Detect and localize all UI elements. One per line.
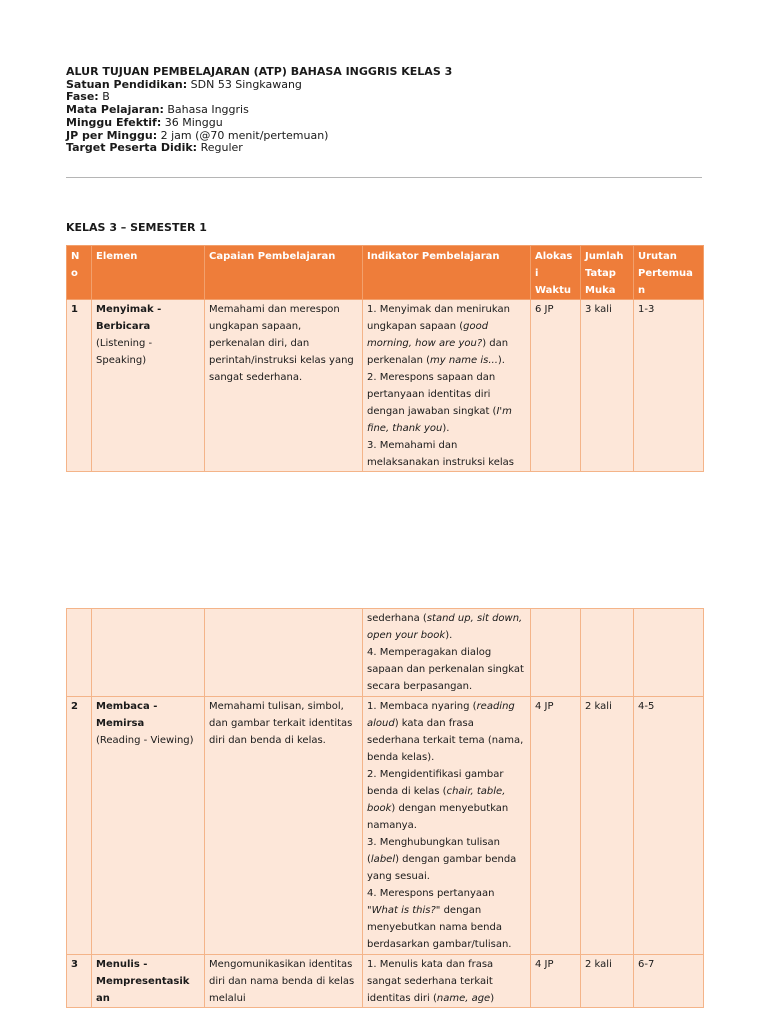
col-header-jumlah: Jumlah Tatap Muka	[581, 246, 634, 300]
cell-elemen	[92, 955, 205, 1008]
cell-elemen	[92, 609, 205, 697]
indikator-item: sederhana (stand up, sit down, open your book).	[367, 613, 523, 641]
col-header-alokasi: Alokas i Waktu	[531, 246, 581, 300]
table-row	[67, 609, 704, 697]
document-title: ALUR TUJUAN PEMBELAJARAN (ATP) BAHASA INGGRIS KELAS 3	[66, 65, 453, 78]
cell-indikator	[363, 697, 531, 955]
indikator-item: 2. Merespons sapaan dan pertanyaan identitas diri dengan jawaban singkat (I'm fine, thank you).	[367, 372, 512, 434]
col-header-capaian: Capaian Pembelajaran	[205, 246, 363, 300]
cell-no: 1	[67, 300, 92, 472]
indikator-item: 2. Mengidentifikasi gambar benda di kelas (chair, table, book) dengan menyebutkan namanya.	[367, 769, 509, 831]
meta-jp: JP per Minggu: 2 jam (@70 menit/pertemuan)	[66, 128, 329, 142]
elemen-subtitle: (Reading - Viewing)	[96, 735, 194, 746]
cell-indikator	[363, 955, 531, 1008]
atp-table-continued	[66, 608, 704, 1008]
col-header-elemen: Elemen	[92, 246, 205, 300]
section-title: KELAS 3 – SEMESTER 1	[66, 221, 207, 234]
document-header	[66, 66, 452, 155]
atp-table	[66, 245, 704, 472]
cell-no: 3	[67, 955, 92, 1008]
cell-urutan: 1-3	[634, 300, 704, 472]
meta-minggu: Minggu Efektif: 36 Minggu	[66, 115, 223, 129]
meta-mapel: Mata Pelajaran: Bahasa Inggris	[66, 103, 249, 117]
cell-no: 2	[67, 697, 92, 955]
indikator-item: 4. Merespons pertanyaan "What is this?" dengan menyebutkan nama benda berdasarkan gambar/tulisan.	[367, 888, 512, 950]
cell-capaian: Mengomunikasikan identitas diri dan nama benda di kelas melalui	[205, 955, 363, 1008]
cell-alokasi	[531, 609, 581, 697]
indikator-item: 3. Memahami dan melaksanakan instruksi kelas	[367, 440, 515, 468]
cell-urutan	[634, 609, 704, 697]
elemen-title: Menyimak - Berbicara	[96, 304, 162, 332]
cell-alokasi: 4 JP	[531, 955, 581, 1008]
elemen-title: Membaca - Memirsa	[96, 701, 158, 729]
cell-indikator	[363, 300, 531, 472]
cell-jumlah: 2 kali	[581, 697, 634, 955]
cell-alokasi: 4 JP	[531, 697, 581, 955]
indikator-item: 1. Membaca nyaring (reading aloud) kata dan frasa sederhana terkait tema (nama, benda kelas).	[367, 701, 524, 763]
indikator-item: 1. Menyimak dan menirukan ungkapan sapaan (good morning, how are you?) dan perkenalan (my name is...).	[367, 304, 510, 366]
cell-elemen	[92, 697, 205, 955]
cell-capaian	[205, 609, 363, 697]
cell-jumlah: 2 kali	[581, 955, 634, 1008]
meta-satuan: Satuan Pendidikan: SDN 53 Singkawang	[66, 77, 302, 91]
col-header-urutan: Urutan Pertemua n	[634, 246, 704, 300]
indikator-item: 4. Memperagakan dialog sapaan dan perkenalan singkat secara berpasangan.	[367, 647, 524, 692]
elemen-subtitle: (Listening - Speaking)	[96, 338, 153, 366]
indikator-item: 3. Menghubungkan tulisan (label) dengan gambar benda yang sesuai.	[367, 837, 517, 882]
cell-indikator	[363, 609, 531, 697]
meta-fase: Fase: B	[66, 90, 110, 104]
cell-urutan: 6-7	[634, 955, 704, 1008]
cell-capaian: Memahami dan merespon ungkapan sapaan, perkenalan diri, dan perintah/instruksi kelas yang sangat sederhana.	[205, 300, 363, 472]
cell-capaian: Memahami tulisan, simbol, dan gambar terkait identitas diri dan benda di kelas.	[205, 697, 363, 955]
cell-urutan: 4-5	[634, 697, 704, 955]
cell-no	[67, 609, 92, 697]
cell-jumlah	[581, 609, 634, 697]
table-row	[67, 300, 704, 472]
table-row	[67, 697, 704, 955]
table-header-row	[67, 246, 704, 300]
table-row	[67, 955, 704, 1008]
col-header-no: N o	[67, 246, 92, 300]
horizontal-rule	[66, 177, 702, 178]
cell-alokasi: 6 JP	[531, 300, 581, 472]
indikator-item: 1. Menulis kata dan frasa sangat sederhana terkait identitas diri (name, age)	[367, 959, 495, 1004]
elemen-title: Menulis - Mempresentasik an	[96, 959, 190, 1004]
cell-jumlah: 3 kali	[581, 300, 634, 472]
col-header-indikator: Indikator Pembelajaran	[363, 246, 531, 300]
cell-elemen	[92, 300, 205, 472]
meta-target: Target Peserta Didik: Reguler	[66, 141, 243, 155]
